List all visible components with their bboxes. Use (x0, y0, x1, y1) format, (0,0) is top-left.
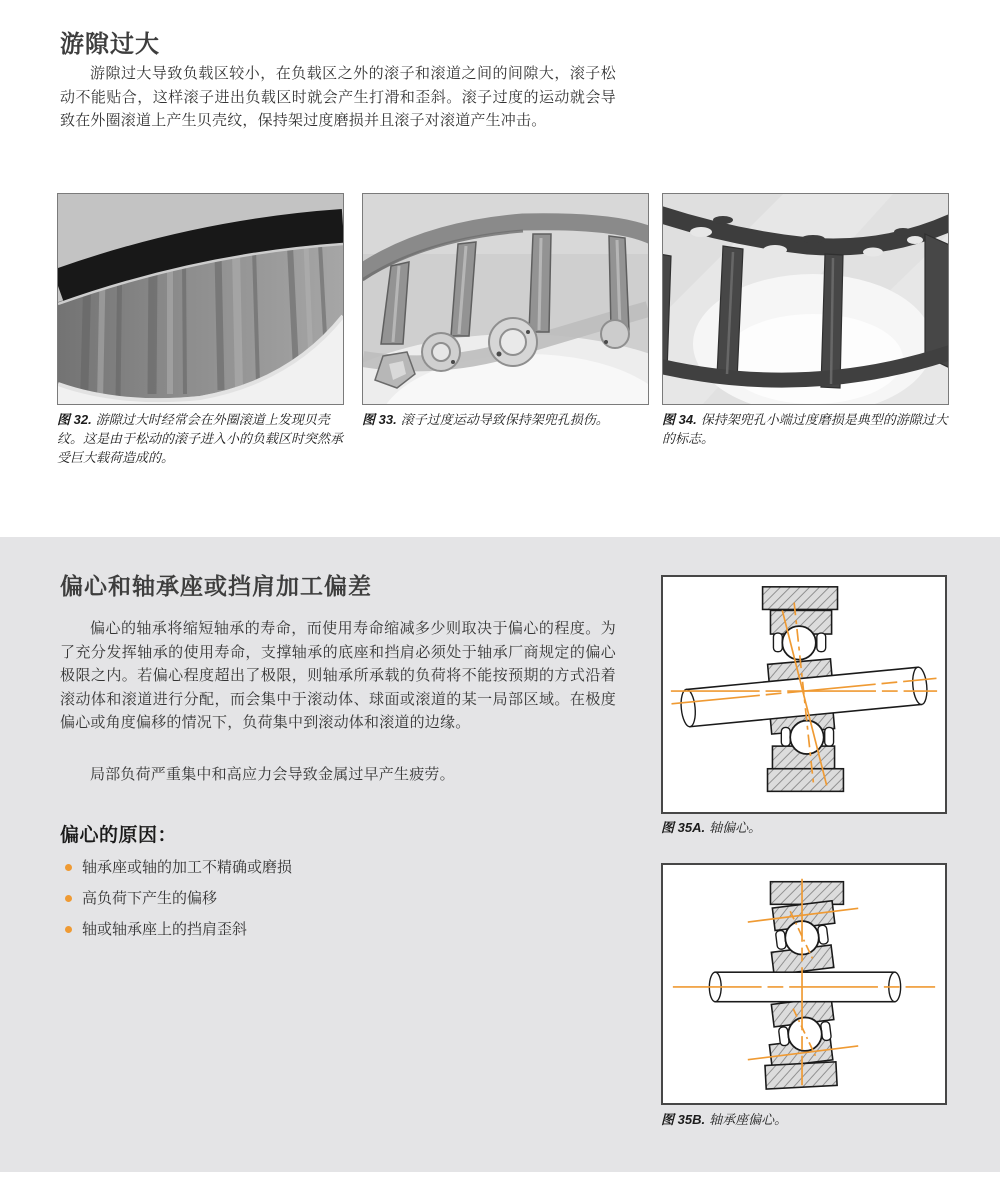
cause-text: 高负荷下产生的偏移 (82, 890, 218, 907)
figure-33-photo-frame (362, 193, 649, 405)
list-item (60, 857, 292, 878)
cage-pocket-damage-photo (363, 194, 648, 404)
figure-35a-label: 图 35A. (661, 820, 706, 835)
causes-list (60, 857, 292, 950)
cause-text: 轴或轴承座上的挡肩歪斜 (82, 921, 248, 938)
figure-35b-caption (661, 1110, 941, 1129)
figure-32-label: 图 32. (57, 412, 92, 427)
section2-paragraph2: 局部负荷严重集中和高应力会导致金属过早产生疲劳。 (90, 766, 455, 783)
section2-title: 偏心和轴承座或挡肩加工偏差 (60, 573, 372, 599)
cage-small-end-wear-photo (663, 194, 948, 404)
figure-32-caption-text: 游隙过大时经常会在外圈滚道上发现贝壳纹。这是由于松动的滚子进入小的负载区时突然承受巨大载荷造成的。 (57, 412, 344, 465)
figure-35a-diagram-frame (661, 575, 947, 814)
figure-34-caption (662, 410, 950, 448)
figure-33-caption (362, 410, 650, 429)
figure-34-caption-text: 保持架兜孔小端过度磨损是典型的游隙过大的标志。 (662, 412, 948, 446)
list-item (60, 919, 292, 940)
section2-paragraph1: 偏心的轴承将缩短轴承的寿命，而使用寿命缩减多少则取决于偏心的程度。为了充分发挥轴承的使用寿命，支撑轴承的底座和挡肩必须处于轴承厂商规定的偏心极限之内。若偏心程度超出了极限，则轴承所承载的负荷将不能按预期的方式沿着滚动体和滚道进行分配，而会集中于滚动体、球面或滚道的某一局部区域。在极度偏心或角度偏移的情况下，负荷集中到滚动体和滚道的边缘。 (60, 620, 616, 731)
cause-text: 轴承座或轴的加工不精确或磨损 (82, 859, 293, 876)
figure-35b-label: 图 35B. (661, 1112, 706, 1127)
housing-misalignment-diagram (663, 865, 945, 1103)
orange-bullet-icon (65, 895, 72, 902)
orange-bullet-icon (65, 926, 72, 933)
list-item (60, 888, 292, 909)
figure-33-label: 图 33. (362, 412, 397, 427)
figure-34-photo-frame (662, 193, 949, 405)
figure-34-label: 图 34. (662, 412, 697, 427)
section1-title: 游隙过大 (60, 31, 160, 58)
figure-32-caption (57, 410, 345, 467)
raceway-shell-marks-photo (58, 194, 343, 404)
figure-32-photo-frame (57, 193, 344, 405)
orange-bullet-icon (65, 864, 72, 871)
figure-33-caption-text: 滚子过度运动导致保持架兜孔损伤。 (400, 412, 609, 427)
figure-35b-caption-text: 轴承座偏心。 (709, 1112, 788, 1127)
shaft-misalignment-diagram (663, 577, 945, 812)
figure-35a-caption-text: 轴偏心。 (709, 820, 762, 835)
figure-35b-diagram-frame (661, 863, 947, 1105)
causes-heading: 偏心的原因： (60, 825, 178, 846)
figure-35a-caption (661, 818, 941, 837)
section1-paragraph: 游隙过大导致负载区较小，在负载区之外的滚子和滚道之间的间隙大，滚子松动不能贴合，这样滚子进出负载区时就会产生打滑和歪斜。滚子过度的运动就会导致在外圈滚道上产生贝壳纹，保持架过度磨损并且滚子对滚道产生冲击。 (60, 65, 616, 129)
